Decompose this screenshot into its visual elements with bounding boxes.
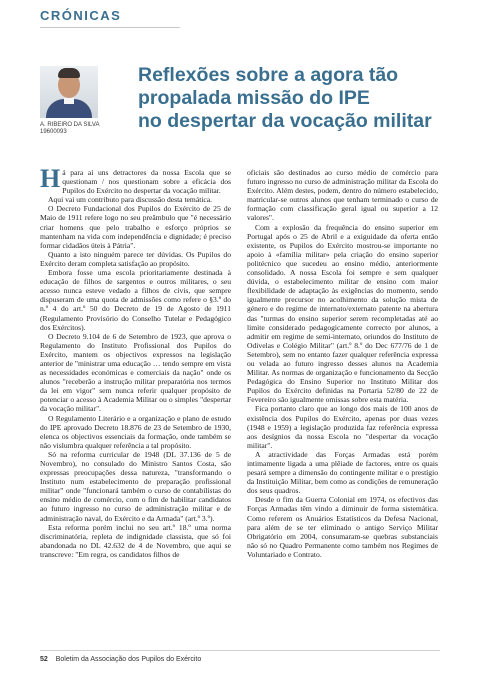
body-paragraph: Desde o fim da Guerra Colonial em 1974, os efectivos das Forças Armadas têm vindo a diminuir de forma sistemática. Como referem os Anuários Estatísticos da Defesa Nacional, para além de se ter eliminado o antigo Serviço Militar Obrigatório em 2004, consumaram-se quebras substanciais não só no Quadro Permanente como também nos Regimes de Voluntariado e Contrato. xyxy=(247,495,438,559)
author-photo xyxy=(40,66,98,118)
body-column-right xyxy=(247,168,438,559)
title-line-2: propalada missão do IPE xyxy=(138,87,370,109)
publication-name: Boletim da Associação dos Pupilos do Exército xyxy=(55,656,202,663)
title-line-1: Reflexões sobre a agora tão xyxy=(138,64,399,86)
author-caption xyxy=(40,122,99,136)
body-paragraph: oficiais são destinados ao curso médio de comércio para futuro ingresso no curso de administração militar da Escola do Exército. Além destes, podem, dentro do número estabelecido, matricular-se outros alunos que tenham terminado o curso de formação com classificação geral igual ou superior a 12 valores". xyxy=(247,168,438,223)
author-id: 19600093 xyxy=(40,129,67,135)
article-title xyxy=(138,64,438,133)
page-number: 52 xyxy=(40,656,48,663)
body-paragraph: Aqui vai um contributo para discussão desta temática. xyxy=(48,195,213,205)
body-column-left xyxy=(40,164,231,559)
section-label: CRÓNICAS xyxy=(40,8,122,23)
page-footer xyxy=(40,656,201,663)
title-line-3: no despertar da vocação militar xyxy=(138,110,432,132)
author-name: A. RIBEIRO DA SILVA xyxy=(40,122,100,128)
body-paragraph: Só na reforma curricular de 1948 (DL 37.136 de 5 de Novembro), no consulado do Ministro Santos Costa, são expressas preocupações dessa natureza, "transformando o Instituto num estabelecimento de preparação profissional militar" onde "funcionará também o curso de contabilistas do ensino médio de comércio, com o fim de habilitar candidatos ao futuro ingresso no curso de administração militar e de administração naval, do Exército e da Armada" (art.º 3.º). xyxy=(40,449,231,523)
body-paragraph: O Regulamento Literário e a organização e plano de estudo do IPE aprovado Decreto 18.876 de 23 de Setembro de 1930, elenca os objectivos essenciais da formação, onde também se não vislumbra qualquer referência a tal propósito. xyxy=(40,413,231,450)
body-paragraph: A atractividade das Forças Armadas está porém intimamente ligada a uma plêiade de factores, entre os quais pesará sempre a dimensão do contingente militar e o prestígio da Instituição Militar, bem como as condições de remuneração dos seus quadros. xyxy=(247,449,438,496)
dropcap: H xyxy=(40,164,61,193)
body-paragraph: O Decreto Fundacional dos Pupilos do Exército de 25 de Maio de 1911 refere logo no seu preâmbulo que "é necessário criar homens que pelo trabalho e esforço próprios se mantenham na vida com independência e dignidade; é preciso formar cidadãos úteis à Pátria". xyxy=(40,204,231,250)
body-paragraph: Fica portanto claro que ao longo dos mais de 100 anos de existência dos Pupilos do Exército, apenas por duas vezes (1948 e 1959) a legislação produzida faz referência expressa aos desígnios da nossa Escola no "despertar da vocação militar". xyxy=(247,404,438,450)
body-paragraph: Com a explosão da frequência do ensino superior em Portugal após o 25 de Abril e a exiguidade da oferta então existente, os Pupilos do Exército mostrou-se importante no apoio à «família militar» pela criação do ensino superior politécnico que sucedeu ao ensino médio, anteriormente consolidado. A nossa Escola foi sempre e sem qualquer dúvida, o estabelecimento militar de ensino com maior flexibilidade de adaptação às exigências do momento, sendo igualmente precursor no acolhimento da solução mista de género e do regime de internato/externato patente na abertura das "turmas do ensino superior serem recompletadas até ao limite considerado pedagogicamente correcto por alunos, a admitir em regime de semi-internato, oriundos do Instituto de Odivelas e Colégio Militar" (art.º 8.º do Dec 677/76 de 1 de Setembro), sem no entanto fazer qualquer referência expressa ou velada ao futuro ingresso desses alunos na Academia Militar. As normas de organização e funcionamento da Secção Pedagógica do Ensino Superior no Instituto Militar dos Pupilos do Exército definidas na Portaria 52/80 de 22 de Fevereiro são igualmente omissas sobre esta matéria. xyxy=(247,222,438,405)
footer-divider xyxy=(40,650,440,651)
body-paragraph: Há para aí uns detractores da nossa Escola que se questionam / nos questionam sobre a eficácia dos Pupilos do Exército no despertar da vocação militar. xyxy=(40,164,231,196)
body-paragraph: Esta reforma porém inclui no seu art.º 18.º uma norma discriminatória, repleta de indignidade classista, que só foi abandonada no DL 42.632 de 4 de Novembro, que aqui se transcreve: "Em regra, os candidatos filhos de xyxy=(40,522,231,559)
body-paragraph: O Decreto 9.104 de 6 de Setembro de 1923, que aprova o Regulamento do Instituto Profissional dos Pupilos do Exército, mantem os objectivos expressos na legislação anterior de "ministrar uma educação … tendo sempre em vista as necessidades económicas e comerciais da nação" onde os alunos "receberão a instrução militar preparatória nos termos da lei em vigor" sem nunca referir qualquer propósito de potenciar o acesso à Academia Militar ou o simples "despertar da vocação militar". xyxy=(40,331,231,414)
body-paragraph: Quanto a isto ninguém parece ter dúvidas. Os Pupilos do Exército deram completa satisfação ao propósito. xyxy=(40,249,231,268)
section-divider xyxy=(40,27,180,28)
body-paragraph: Embora fosse uma escola prioritariamente destinada à educação de filhos de sargentos e outros militares, o seu acesso nunca esteve vedado a filhos de civis, que sempre dispuseram de uma quota de admissões como refere o §3.º do n.º 4 do art.º 50 do Decreto de 19 de Agosto de 1911 (Regulamento Provisório do Conselho Tutelar e Pedagógico dos Exércitos). xyxy=(40,268,231,332)
